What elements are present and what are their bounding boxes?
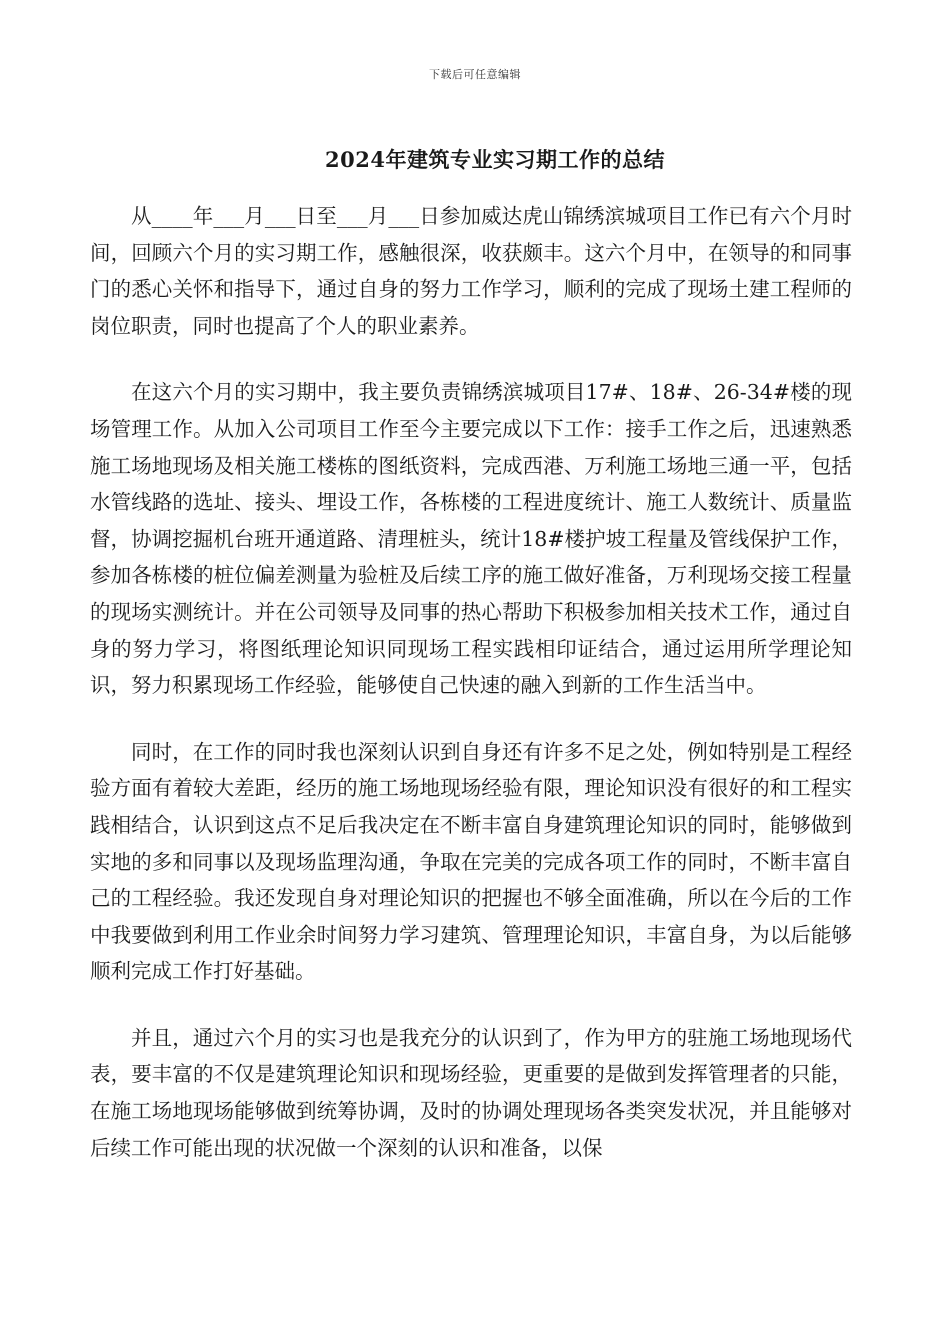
header-note: 下载后可任意编辑 <box>429 68 521 81</box>
document-title: 2024年建筑专业实习期工作的总结 <box>325 147 665 172</box>
paragraph-3: 同时，在工作的同时我也深刻认识到自身还有许多不足之处，例如特别是工程经验方面有着较大差距，经历的施工场地现场经验有限，理论知识没有很好的和工程实践相结合，认识到这点不足后我决定在不断丰富自身建筑理论知识的同时，能够做到实地的多和同事以及现场监理沟通，争取在完美的完成各项工作的同时，不断丰富自己的工程经验。我还发现自身对理论知识的把握也不够全面准确，所以在今后的工作中我要做到利用工作业余时间努力学习建筑、管理理论知识，丰富自身，为以后能够顺利完成工作打好基础。 <box>90 739 852 984</box>
paragraph-1: 从____年___月___日至___月___日参加威达虎山锦绣滨城项目工作已有六个月时间，回顾六个月的实习期工作，感触很深，收获颇丰。这六个月中，在领导的和同事门的悉心关怀和指导下，通过自身的努力工作学习，顺利的完成了现场土建工程师的岗位职责，同时也提高了个人的职业素养。 <box>90 204 852 338</box>
document-body <box>90 170 852 1166</box>
paragraph-4: 并且，通过六个月的实习也是我充分的认识到了，作为甲方的驻施工场地现场代表，要丰富的不仅是建筑理论知识和现场经验，更重要的是做到发挥管理者的只能，在施工场地现场能够做到统筹协调，及时的协调处理现场各类突发状况，并且能够对后续工作可能出现的状况做一个深刻的认识和准备，以保 <box>90 1025 852 1160</box>
paragraph-2: 在这六个月的实习期中，我主要负责锦绣滨城项目17#、18#、26-34#楼的现场管理工作。从加入公司项目工作至今主要完成以下工作：接手工作之后，迅速熟悉施工场地现场及相关施工楼栋的图纸资料，完成西港、万利施工场地三通一平，包括水管线路的选址、接头、埋设工作，各栋楼的工程进度统计、施工人数统计、质量监督，协调挖掘机台班开通道路、清理桩头，统计18#楼护坡工程量及管线保护工作，参加各栋楼的桩位偏差测量为验桩及后续工序的施工做好准备，万利现场交接工程量的现场实测统计。并在公司领导及同事的热心帮助下积极参加相关技术工作，通过自身的努力学习，将图纸理论知识同现场工程实践相印证结合，通过运用所学理论知识，努力积累现场工作经验，能够使自己快速的融入到新的工作生活当中。 <box>90 380 852 698</box>
